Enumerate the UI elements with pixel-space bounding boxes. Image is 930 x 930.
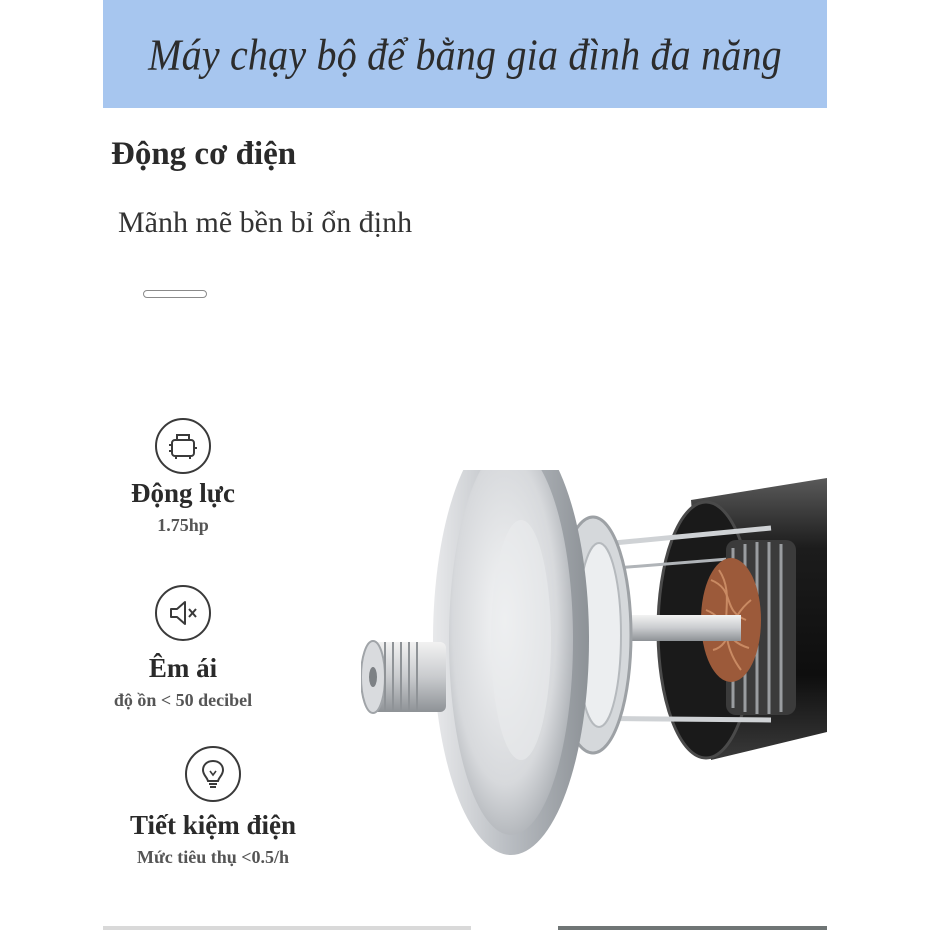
mute-speaker-icon: [155, 585, 211, 641]
feature-value: Mức tiêu thụ <0.5/h: [136, 847, 290, 867]
motor-icon: [155, 418, 211, 474]
feature-value: 1.75hp: [157, 515, 209, 535]
banner-title: Máy chạy bộ để bằng gia đình đa năng: [148, 28, 782, 80]
feature-power: [73, 418, 293, 536]
feature-name: Êm ái: [148, 653, 218, 683]
feature-energy: [103, 746, 323, 868]
section-subtitle: Mãnh mẽ bền bỉ ổn định: [118, 206, 413, 239]
product-page: [103, 0, 827, 930]
bottom-image-strip-right: [558, 926, 827, 930]
decorative-pill: [143, 290, 207, 298]
lightbulb-icon: [185, 746, 241, 802]
feature-quiet: [73, 585, 293, 711]
feature-name: Tiết kiệm điện: [129, 810, 296, 840]
bottom-image-strip-left: [103, 926, 471, 930]
feature-name: Động lực: [131, 478, 235, 508]
feature-value: độ ồn < 50 decibel: [113, 690, 253, 710]
motor-illustration: [361, 470, 827, 900]
title-banner: [103, 0, 827, 108]
section-title: Động cơ điện: [111, 136, 297, 172]
